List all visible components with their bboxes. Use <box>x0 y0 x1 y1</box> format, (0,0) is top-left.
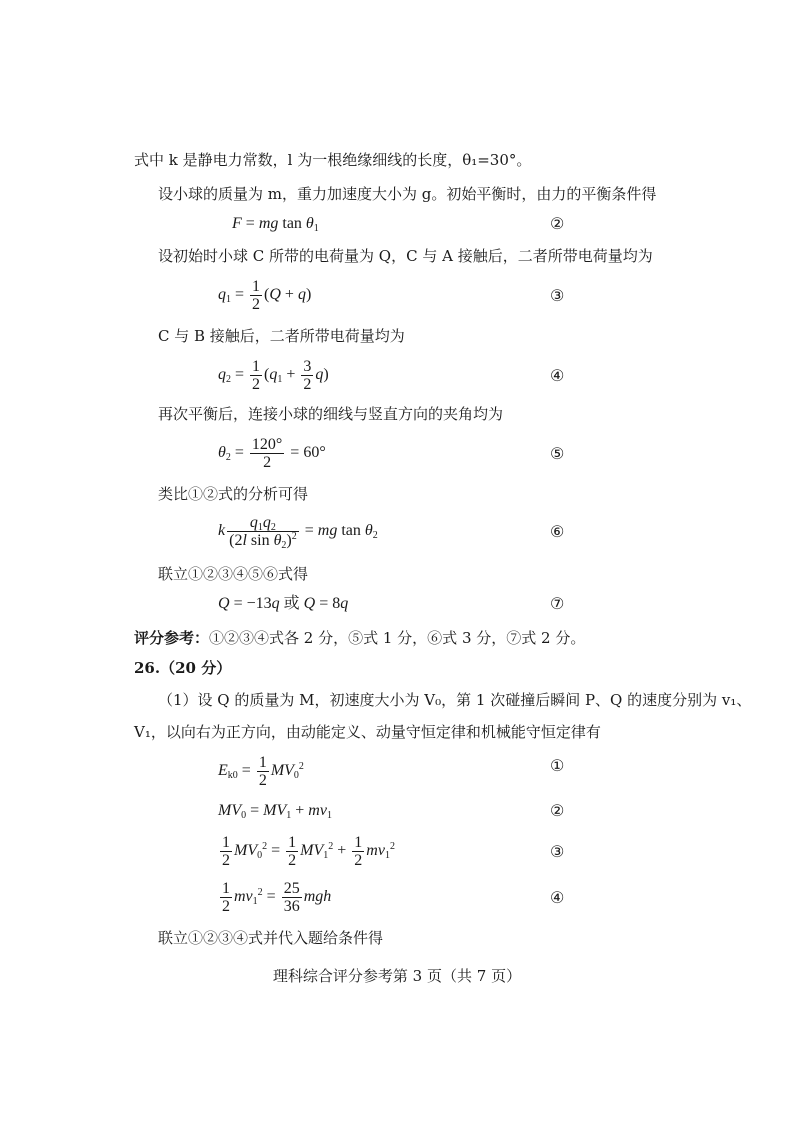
equation-number-4: ④ <box>550 366 565 385</box>
paragraph-5 <box>158 404 503 424</box>
equation-number-7: ⑦ <box>550 594 565 613</box>
equation-number-3: ③ <box>550 286 565 305</box>
paragraph-6 <box>158 484 308 504</box>
formula-number-1: ① <box>550 756 565 775</box>
paragraph-10-text: 联立①②③④式并代入题给条件得 <box>158 929 384 947</box>
formula-4: $\frac{1}{2}$ $mv_1^2$ = $\frac{25}{36}$ mgh <box>222 880 332 915</box>
paragraph-8-text: （1）设 Q 的质量为 M，初速度大小为 V₀，第 1 次碰撞后瞬间 P、Q 的速度分别为 v₁、 <box>158 691 752 709</box>
paragraph-8 <box>158 690 751 710</box>
equation-number-5: ⑤ <box>550 444 565 463</box>
formula-2: $MV_0 = MV_1 + mv_1$ <box>218 802 332 821</box>
scoring-reference <box>134 628 585 648</box>
equation-number-2: ② <box>550 214 565 233</box>
equation-6: k $\frac{q_1q_2}{(2l \sin \theta_2)^2}$ = mg $\tan \theta_2$ <box>218 514 378 551</box>
paragraph-1 <box>134 150 531 170</box>
scoring-text: ①②③④式各 2 分，⑤式 1 分，⑥式 3 分，⑦式 2 分。 <box>209 629 586 647</box>
scoring-label: 评分参考： <box>134 629 210 647</box>
formula-number-3: ③ <box>550 842 565 861</box>
paragraph-9-text: V₁，以向右为正方向，由动能定义、动量守恒定律和机械能守恒定律有 <box>134 723 601 741</box>
formula-number-2: ② <box>550 801 565 820</box>
paragraph-7-text: 联立①②③④⑤⑥式得 <box>158 565 309 583</box>
paragraph-4-text: C 与 B 接触后，二者所带电荷量均为 <box>158 327 405 345</box>
paragraph-9 <box>134 722 601 742</box>
paragraph-2-text: 设小球的质量为 m，重力加速度大小为 g。初始平衡时，由力的平衡条件得 <box>158 185 657 203</box>
equation-3: $q_1$ = $\frac{1}{2}$ (Q + q) <box>218 278 312 313</box>
formula-number-4: ④ <box>550 888 565 907</box>
page-footer: 理科综合评分参考第 3 页（共 7 页） <box>272 967 522 985</box>
paragraph-4 <box>158 326 405 346</box>
paragraph-1-text: 式中 k 是静电力常数，l 为一根绝缘细线的长度，θ₁=30°。 <box>134 151 532 169</box>
paragraph-10 <box>158 928 383 948</box>
formula-1: $E_{k0}$ = $\frac{1}{2}$ $MV_0^2$ <box>218 754 304 789</box>
equation-number-6: ⑥ <box>550 522 565 541</box>
equation-7: Q = −13q 或 Q = 8q <box>218 595 349 612</box>
paragraph-6-text: 类比①②式的分析可得 <box>158 485 309 503</box>
question-26-heading: 26.（20 分） <box>134 659 232 677</box>
equation-5: $\theta_2$ = $\frac{120^\circ}{2}$ = 60° <box>218 436 326 471</box>
paragraph-7 <box>158 564 308 584</box>
paragraph-3-text: 设初始时小球 C 所带的电荷量为 Q，C 与 A 接触后，二者所带电荷量均为 <box>158 247 653 265</box>
equation-2: F = mg $\tan \theta_1$ <box>232 215 319 234</box>
formula-3: $\frac{1}{2}$ $MV_0^2$ = $\frac{1}{2}$ $MV_1^2$ + $\frac{1}{2}$ $mv_1^2$ <box>222 834 395 869</box>
paragraph-5-text: 再次平衡后，连接小球的细线与竖直方向的夹角均为 <box>158 405 504 423</box>
paragraph-2 <box>158 184 656 204</box>
equation-4: $q_2$ = $\frac{1}{2}$ ($q_1$ + $\frac{3}{2}$ q) <box>218 358 329 393</box>
paragraph-3 <box>158 246 653 266</box>
